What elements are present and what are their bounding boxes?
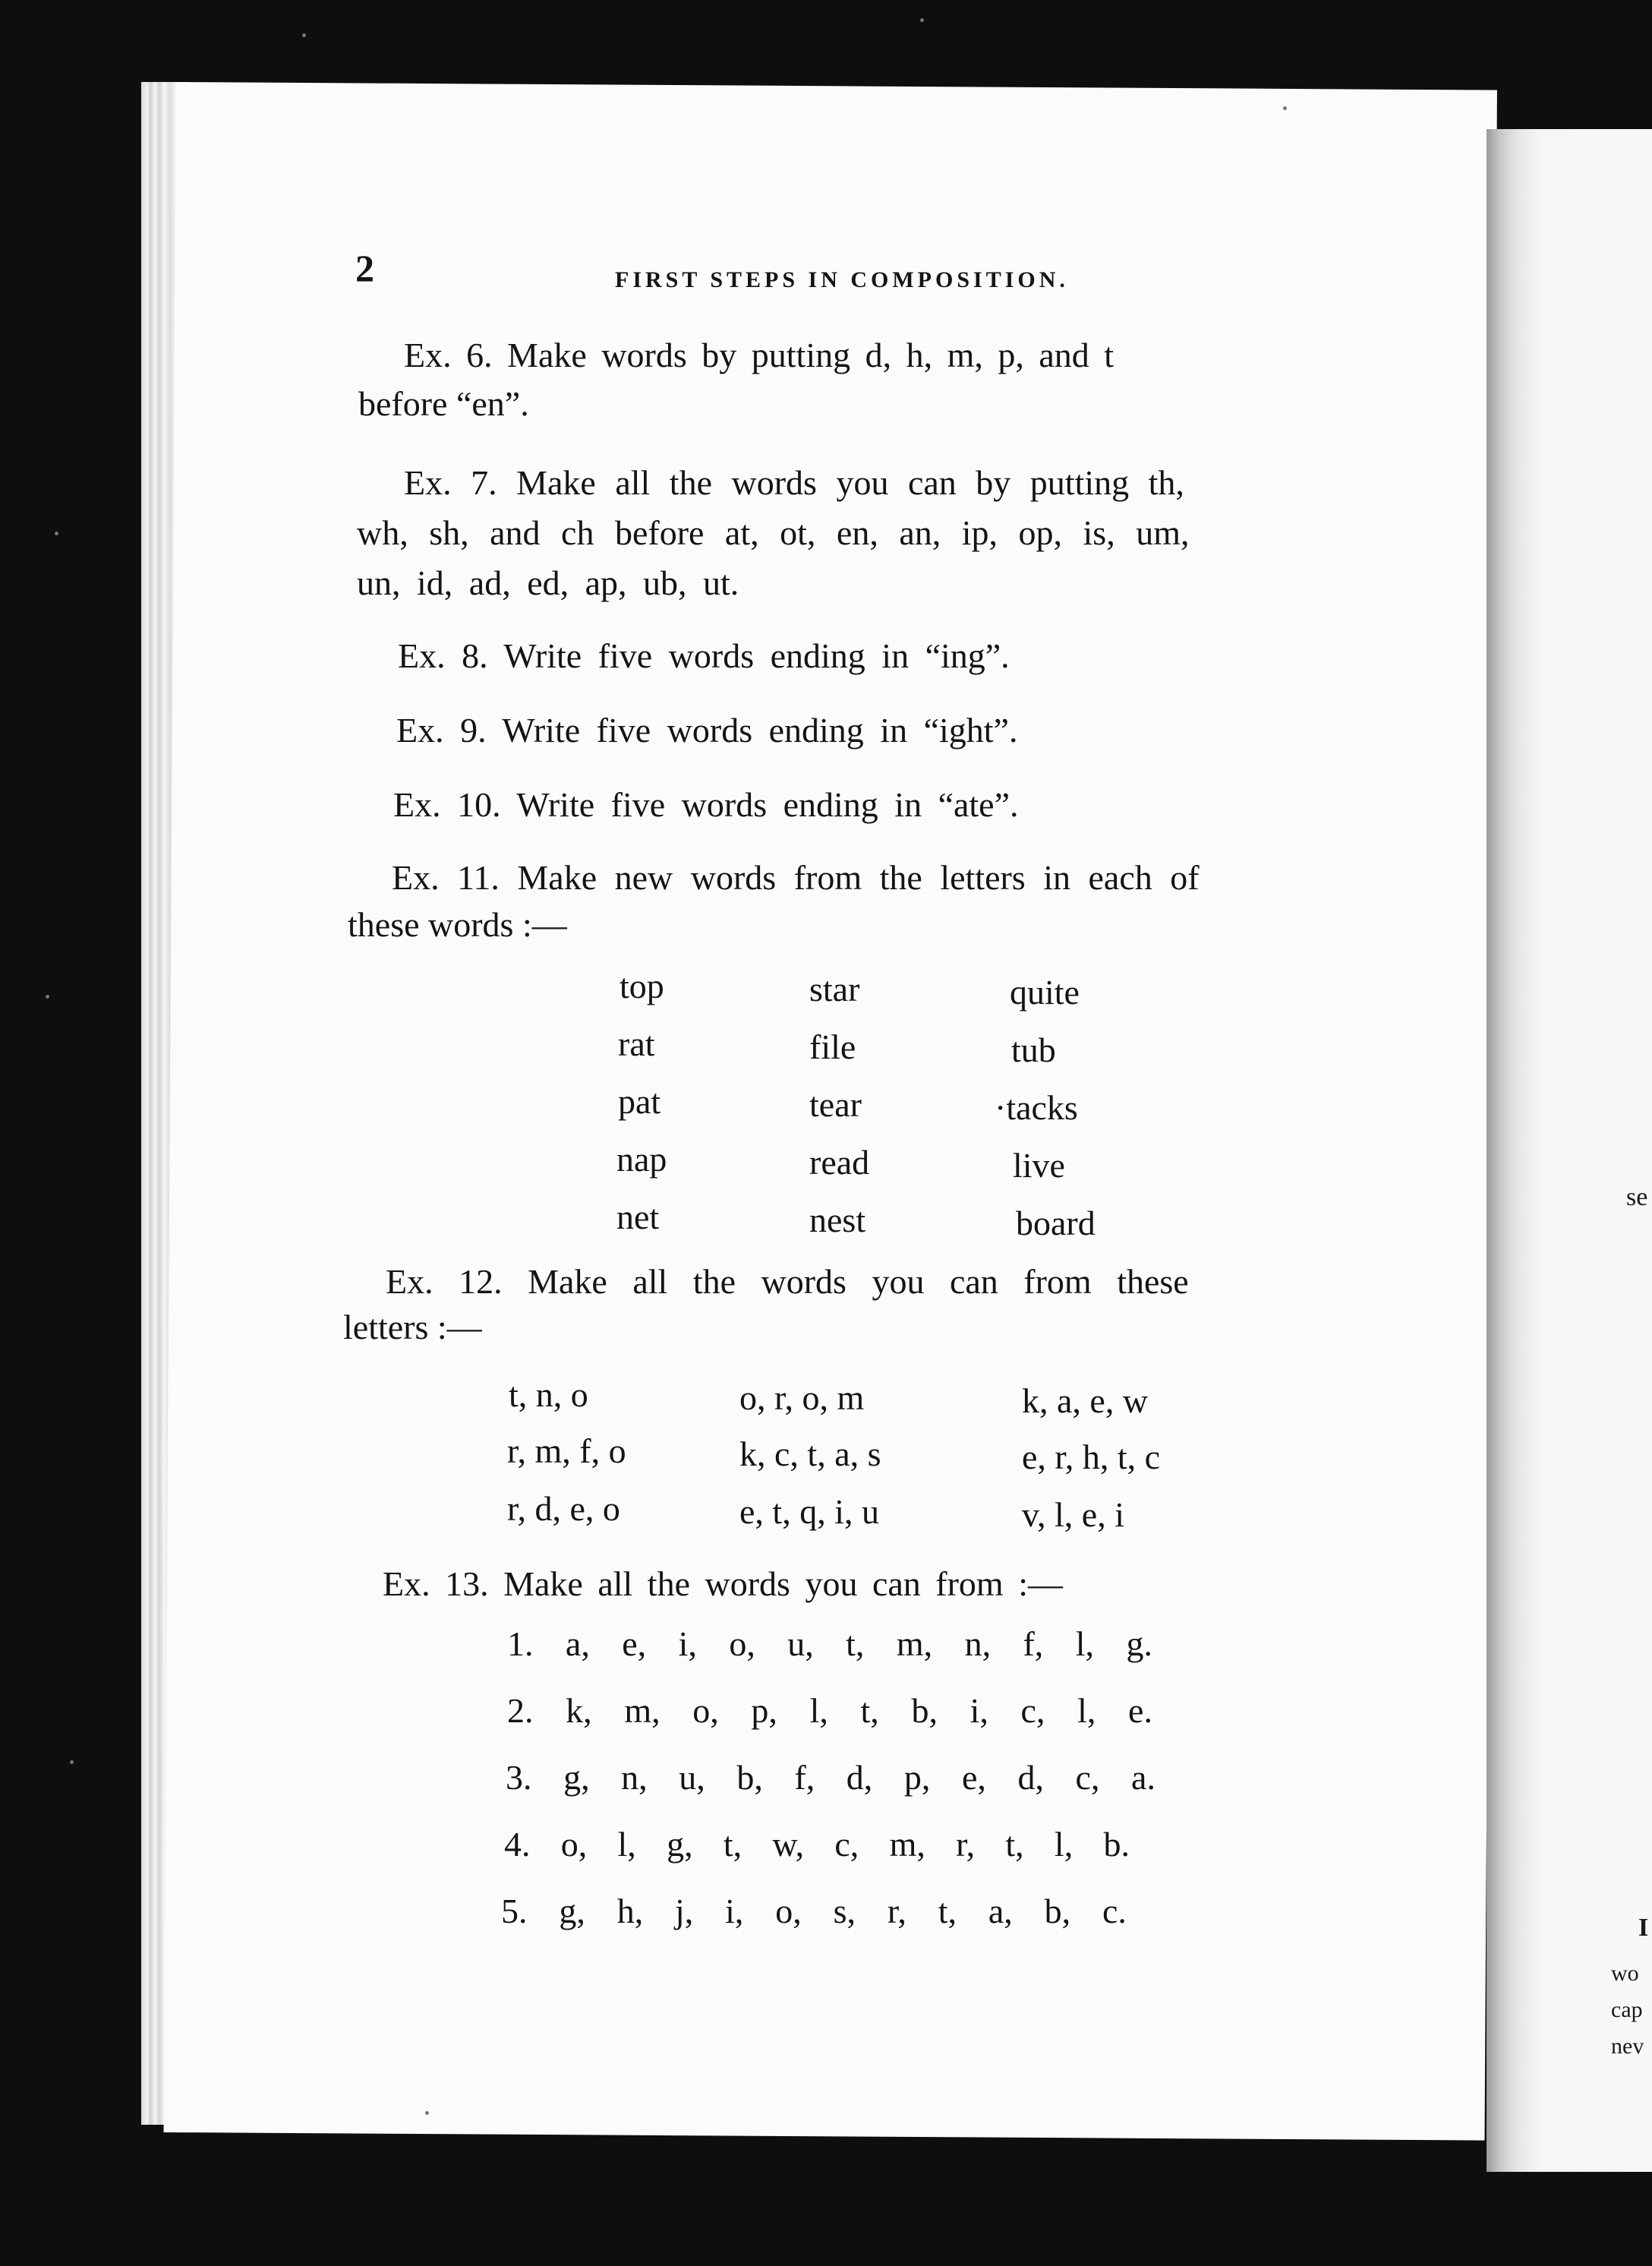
letter: b, (1044, 1892, 1071, 1930)
facing-fragment: wo (1611, 1961, 1639, 1986)
exercise-9: Ex. 9. Write five words ending in “ight”. (396, 711, 1018, 750)
grid-word: net (616, 1198, 660, 1236)
row-number: 2. (507, 1691, 534, 1730)
grid-word: ·tacks (995, 1088, 1078, 1127)
letter: b. (1103, 1825, 1130, 1864)
exercise-13-heading: Ex. 13. Make all the words you can from :— (383, 1564, 1063, 1603)
exercise-6-line-2: before “en”. (358, 384, 529, 423)
letter: f, (1023, 1624, 1044, 1663)
letter-set: o, r, o, m (739, 1378, 865, 1417)
grid-word: tub (1011, 1030, 1056, 1069)
grid-word: rat (618, 1024, 655, 1063)
grid-word: pat (618, 1082, 661, 1121)
letter: a, (565, 1624, 590, 1663)
exercise-11-line-2: these words :— (348, 905, 567, 944)
letter-row (507, 1624, 1152, 1664)
exercise-7-line-2: wh, sh, and ch before at, ot, en, an, ip, op, is, um, (357, 513, 1190, 552)
exercise-8: Ex. 8. Write five words ending in “ing”. (398, 636, 1010, 675)
letter: n, (621, 1758, 648, 1797)
letter: c. (1102, 1892, 1127, 1930)
letter-set: k, a, e, w (1022, 1381, 1149, 1420)
letter-row (501, 1891, 1127, 1931)
grid-word: top (620, 967, 664, 1005)
letter: e, (622, 1624, 647, 1663)
letter: r, (956, 1825, 976, 1864)
exercise-7-line-3: un, id, ad, ed, ap, ub, ut. (357, 563, 739, 602)
letter: c, (1075, 1758, 1100, 1797)
letter-row (507, 1690, 1152, 1731)
letter-set: r, d, e, o (507, 1489, 620, 1528)
letter: s, (833, 1892, 856, 1930)
letter-row (506, 1757, 1155, 1797)
letter: o, (775, 1892, 802, 1930)
page-title: FIRST STEPS IN COMPOSITION. (615, 267, 1069, 292)
letter: l, (809, 1691, 828, 1730)
letter: g. (1126, 1624, 1152, 1663)
letter: h, (616, 1892, 644, 1930)
exercise-12-line-2: letters :— (343, 1308, 482, 1346)
letter: t, (938, 1892, 957, 1930)
letter: e. (1128, 1691, 1152, 1730)
letter: b, (911, 1691, 938, 1730)
letter: b, (736, 1758, 763, 1797)
letter-set: k, c, t, a, s (739, 1434, 881, 1473)
exercise-6-line-1 (404, 334, 1374, 377)
letter: p, (903, 1758, 931, 1797)
letter: l, (1075, 1624, 1095, 1663)
letter: j, (675, 1892, 694, 1930)
letter: o, (692, 1691, 719, 1730)
letter: k, (566, 1691, 592, 1730)
exercise-11-line-1: Ex. 11. Make new words from the letters in each of (392, 858, 1200, 897)
letter: u, (787, 1624, 814, 1663)
letter: g, (563, 1758, 590, 1797)
letter: c, (1020, 1691, 1045, 1730)
row-number: 5. (501, 1892, 528, 1930)
letter: p, (751, 1691, 777, 1730)
grid-word: read (809, 1143, 870, 1182)
letter-set: v, l, e, i (1022, 1495, 1124, 1534)
letter: w, (772, 1825, 805, 1864)
grid-word: tear (809, 1085, 862, 1124)
letter: l, (1077, 1691, 1096, 1730)
letter: n, (964, 1624, 992, 1663)
facing-fragment: nev (1611, 2034, 1644, 2059)
grid-word: star (809, 970, 860, 1008)
grid-word: nap (616, 1140, 667, 1179)
exercise-10: Ex. 10. Write five words ending in “ate”. (393, 785, 1019, 824)
facing-fragment: cap (1611, 1997, 1643, 2022)
row-number: 3. (506, 1758, 532, 1797)
letter: l, (617, 1825, 636, 1864)
exercise-7-line-1: Ex. 7. Make all the words you can by putting th, (404, 463, 1184, 502)
letter: c, (834, 1825, 859, 1864)
letter: t, (723, 1825, 742, 1864)
letter: r, (887, 1892, 906, 1930)
facing-fragment: I (1638, 1914, 1649, 1942)
letter: g, (667, 1825, 693, 1864)
letter-row (504, 1824, 1130, 1864)
letter: f, (794, 1758, 815, 1797)
letter-set: r, m, f, o (507, 1431, 626, 1470)
letter: g, (559, 1892, 585, 1930)
grid-word: board (1016, 1204, 1096, 1242)
letter: i, (969, 1691, 988, 1730)
letter: a, (988, 1892, 1013, 1930)
letter: m, (624, 1691, 660, 1730)
letter: t, (846, 1624, 865, 1663)
letter: d, (1017, 1758, 1044, 1797)
letter: l, (1054, 1825, 1073, 1864)
exercise-6-text: Ex. 6. Make words by putting d, h, m, p, and t (404, 336, 1114, 374)
grid-word: file (809, 1027, 856, 1066)
exercise-12-line-1: Ex. 12. Make all the words you can from these (386, 1262, 1189, 1301)
letter: a. (1131, 1758, 1155, 1797)
grid-word: nest (809, 1201, 866, 1239)
letter: m, (889, 1825, 925, 1864)
letter: o, (729, 1624, 755, 1663)
letter: u, (679, 1758, 705, 1797)
facing-fragment: se (1626, 1183, 1648, 1211)
page-number: 2 (355, 247, 374, 289)
letter: d, (846, 1758, 873, 1797)
row-number: 1. (507, 1624, 534, 1663)
letter: e, (961, 1758, 986, 1797)
letter-set: t, n, o (509, 1375, 588, 1414)
letter: t, (1005, 1825, 1024, 1864)
letter: o, (560, 1825, 588, 1864)
letter: t, (860, 1691, 879, 1730)
grid-word: live (1013, 1146, 1065, 1185)
letter: m, (896, 1624, 933, 1663)
grid-word: quite (1010, 973, 1080, 1011)
letter-set: e, r, h, t, c (1022, 1438, 1161, 1476)
letter: i, (678, 1624, 697, 1663)
letter: i, (725, 1892, 744, 1930)
letter-set: e, t, q, i, u (739, 1492, 879, 1531)
row-number: 4. (504, 1825, 531, 1864)
